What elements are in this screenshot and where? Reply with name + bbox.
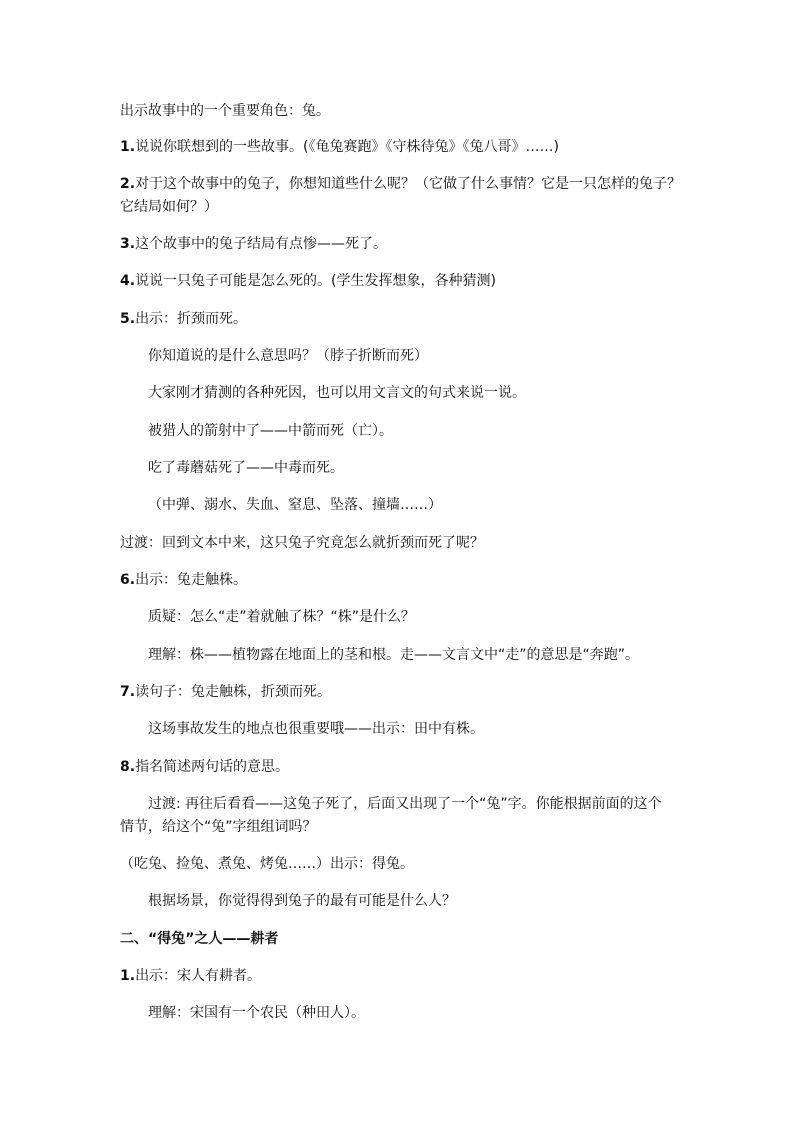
item-number: 1. <box>120 139 136 155</box>
indented-paragraph: 大家刚才猜测的各种死因，也可以用文言文的句式来说一说。 <box>148 385 526 401</box>
numbered-item <box>120 966 261 986</box>
indented-paragraph: 理解：株——植物露在地面上的茎和根。走——文言文中“走”的意思是“奔跑”。 <box>148 647 640 663</box>
paragraph: （吃兔、捡兔、煮兔、烤兔……）出示：得兔。 <box>120 856 414 872</box>
item-number: 7. <box>120 684 136 700</box>
indented-paragraph: 过渡: 再往后看看——这兔子死了，后面又出现了一个“兔”字。你能根据前面的这个 <box>148 796 662 812</box>
item-number: 5. <box>120 311 136 327</box>
item-text: 对于这个故事中的兔子，你想知道些什么呢？（它做了什么事情？它是一只怎样的兔子？ <box>135 176 682 192</box>
section-heading: 二、“得兔”之人——耕者 <box>120 931 279 947</box>
item-text: 说说一只兔子可能是怎么死的。(学生发挥想象，各种猜测) <box>135 273 496 289</box>
numbered-item <box>120 309 247 329</box>
item-number: 3. <box>120 236 136 252</box>
indented-paragraph: 你知道说的是什么意思吗？（脖子折断而死） <box>148 348 428 364</box>
paragraph-continuation: 情节，给这个“兔”字组组词吗？ <box>120 819 317 835</box>
item-text: 说说你联想到的一些故事。(《龟兔赛跑》《守株待兔》《兔八哥》……) <box>135 139 559 155</box>
numbered-item <box>120 174 681 194</box>
item-text: 指名简述两句话的意思。 <box>135 759 290 775</box>
item-text: 出示：兔走触株。 <box>135 572 248 588</box>
item-text: 读句子：兔走触株，折颈而死。 <box>135 684 332 700</box>
paragraph-continuation: 它结局如何？） <box>120 199 218 215</box>
numbered-item <box>120 271 496 291</box>
indented-paragraph: 吃了毒蘑菇死了——中毒而死。 <box>148 460 344 476</box>
item-text: 出示：折颈而死。 <box>135 311 248 327</box>
numbered-item <box>120 570 247 590</box>
item-number: 8. <box>120 759 136 775</box>
item-text: 出示：宋人有耕者。 <box>135 968 262 984</box>
item-text: 这个故事中的兔子结局有点惨——死了。 <box>135 236 388 252</box>
indented-paragraph: 这场事故发生的地点也很重要哦——出示：田中有株。 <box>148 721 484 737</box>
item-number: 6. <box>120 572 136 588</box>
item-number: 2. <box>120 176 136 192</box>
paragraph: 过渡：回到文本中来，这只兔子究竟怎么就折颈而死了呢？ <box>120 535 484 551</box>
indented-paragraph: 被猎人的箭射中了——中箭而死（亡）。 <box>148 423 393 439</box>
numbered-item <box>120 757 289 777</box>
indented-paragraph: 理解：宋国有一个农民（种田人）。 <box>148 1005 365 1021</box>
item-number: 1. <box>120 968 136 984</box>
paragraph: 出示故事中的一个重要角色：兔。 <box>120 103 330 119</box>
indented-paragraph: 根据场景，你觉得得到兔子的最有可能是什么人？ <box>148 893 456 909</box>
numbered-item <box>120 682 331 702</box>
numbered-item <box>120 234 387 254</box>
indented-paragraph: 质疑：怎么“走”着就触了株？“株”是什么？ <box>148 609 416 625</box>
item-number: 4. <box>120 273 136 289</box>
indented-paragraph: （中弹、溺水、失血、窒息、坠落、撞墙……） <box>148 497 442 513</box>
numbered-item <box>120 137 559 157</box>
